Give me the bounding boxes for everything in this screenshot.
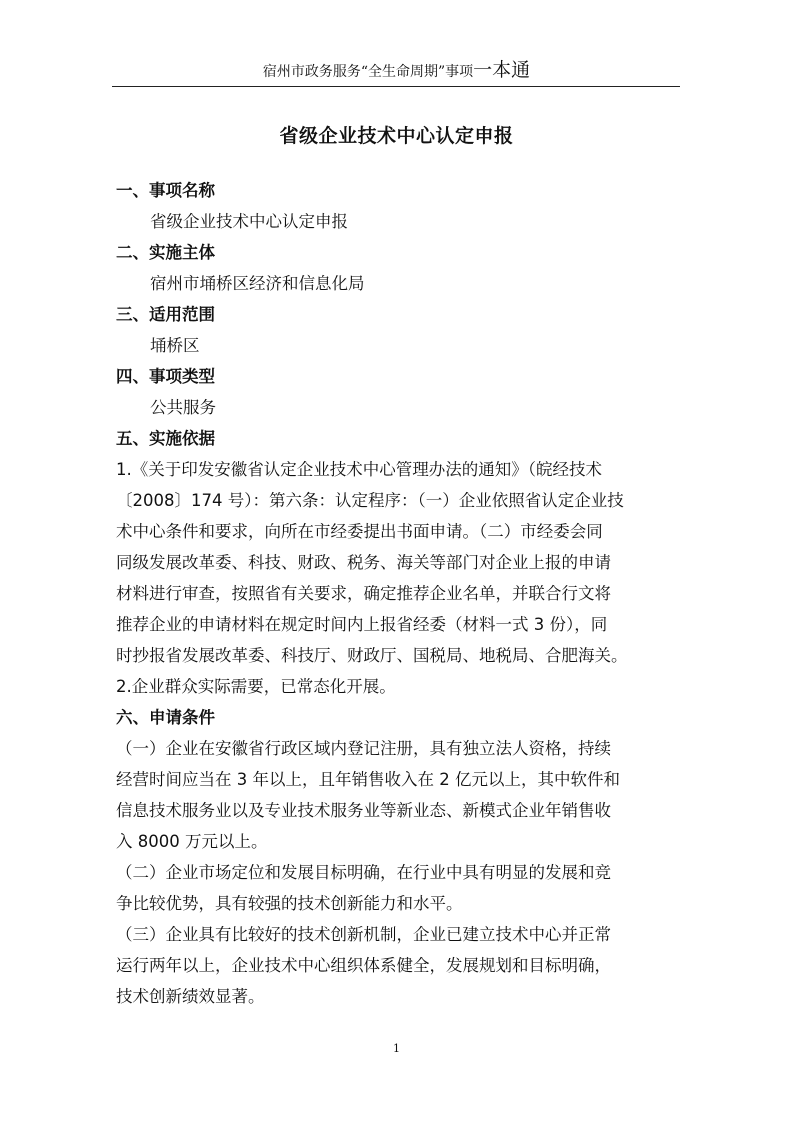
paragraph-line: 时抄报省发展改革委、科技厅、财政厅、国税局、地税局、合肥海关。 <box>116 646 628 665</box>
paragraph-line: 技术创新绩效显著。 <box>116 987 265 1006</box>
paragraph-line: 〔2008〕174 号）：第六条：认定程序：（一）企业依照省认定企业技 <box>116 491 624 510</box>
paragraph-line: （三）企业具有比较好的技术创新机制，企业已建立技术中心并正常 <box>116 925 611 944</box>
paragraph-line: 同级发展改革委、科技、财政、税务、海关等部门对企业上报的申请 <box>116 553 611 572</box>
paragraph-line: 材料进行审查，按照省有关要求，确定推荐企业名单，并联合行文将 <box>116 584 611 603</box>
section-text-item-type: 公共服务 <box>150 398 216 417</box>
running-header-text: 宿州市政务服务“全生命周期”事项 <box>262 64 474 80</box>
paragraph-line: 信息技术服务业以及专业技术服务业等新业态、新模式企业年销售收 <box>116 801 611 820</box>
paragraph-line: 争比较优势，具有较强的技术创新能力和水平。 <box>116 894 463 913</box>
section-text-implementing-body: 宿州市埇桥区经济和信息化局 <box>150 274 365 293</box>
paragraph-line: 1.《关于印发安徽省认定企业技术中心管理办法的通知》（皖经技术 <box>116 460 602 479</box>
paragraph-line: （二）企业市场定位和发展目标明确，在行业中具有明显的发展和竞 <box>116 863 611 882</box>
section-heading-item-type: 四、事项类型 <box>116 367 215 386</box>
section-heading-scope: 三、适用范围 <box>116 305 215 324</box>
paragraph-line: 运行两年以上，企业技术中心组织体系健全，发展规划和目标明确， <box>116 956 611 975</box>
paragraph-line: 2.企业群众实际需要，已常态化开展。 <box>116 677 396 696</box>
document-title: 省级企业技术中心认定申报 <box>279 125 514 147</box>
section-heading-implementing-body: 二、实施主体 <box>116 243 215 262</box>
header-divider <box>112 86 680 87</box>
paragraph-line: 经营时间应当在 3 年以上，且年销售收入在 2 亿元以上，其中软件和 <box>116 770 620 789</box>
section-heading-legal-basis: 五、实施依据 <box>116 429 215 448</box>
section-heading-item-name: 一、事项名称 <box>116 181 215 200</box>
section-text-item-name: 省级企业技术中心认定申报 <box>150 212 348 231</box>
paragraph-line: 术中心条件和要求，向所在市经委提出书面申请。（二）市经委会同 <box>116 522 603 541</box>
section-heading-conditions: 六、申请条件 <box>116 708 215 727</box>
paragraph-line: 入 8000 万元以上。 <box>116 832 268 851</box>
section-text-scope: 埇桥区 <box>150 336 200 355</box>
running-header <box>0 58 793 84</box>
document-body <box>116 175 686 1012</box>
paragraph-line: （一）企业在安徽省行政区域内登记注册，具有独立法人资格，持续 <box>116 739 611 758</box>
running-header-emphasis: 一本通 <box>473 59 531 81</box>
paragraph-line: 推荐企业的申请材料在规定时间内上报省经委（材料一式 3 份），同 <box>116 615 608 634</box>
page-number: 1 <box>393 1042 400 1055</box>
